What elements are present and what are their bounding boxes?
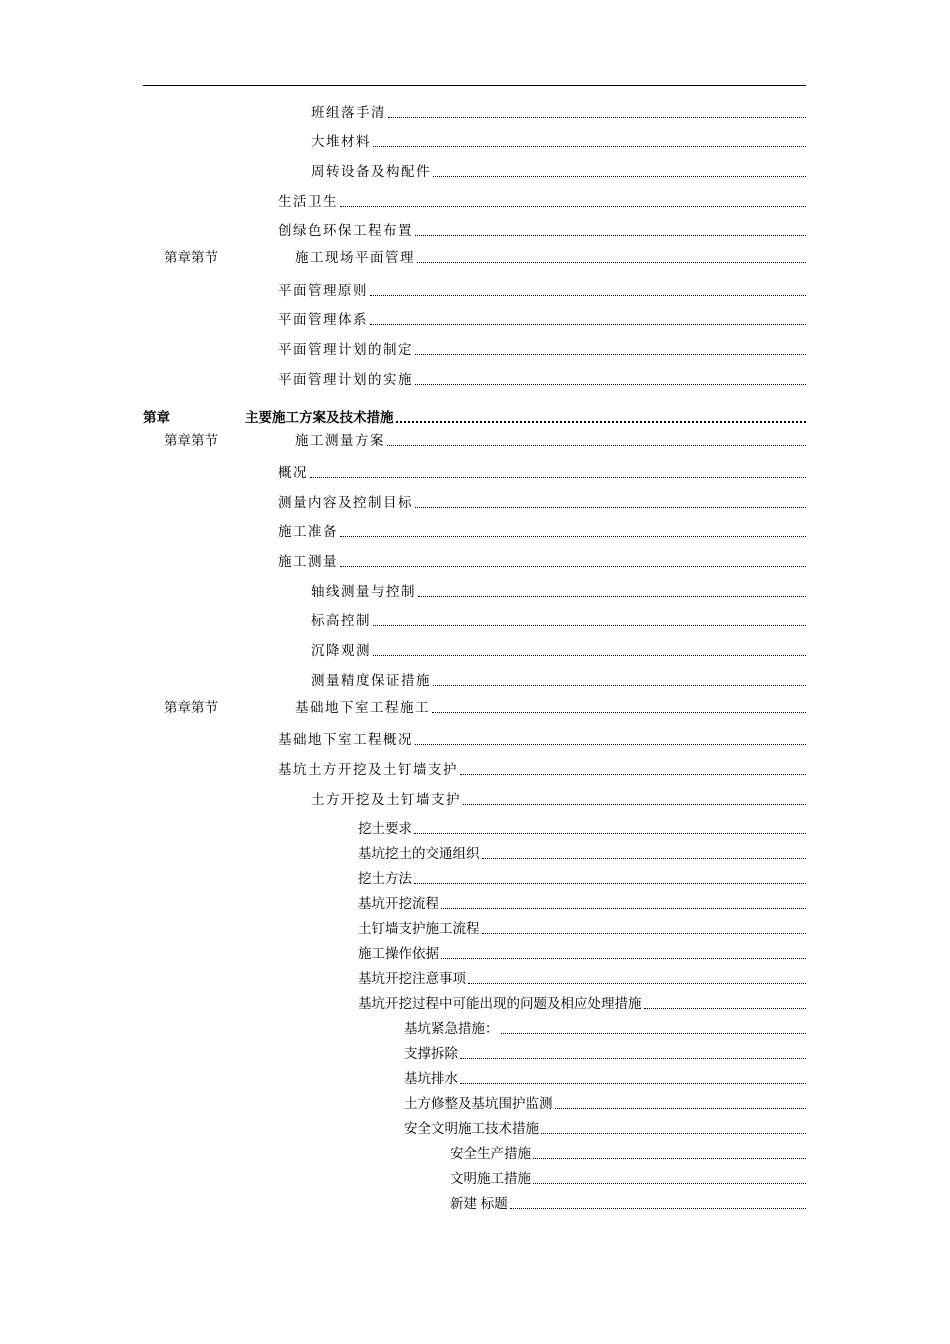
toc-entry[interactable] (278, 341, 806, 359)
toc-entry[interactable] (450, 1195, 806, 1213)
toc-dot-leader (415, 384, 806, 385)
toc-entry-title: 平面管理体系 (278, 312, 368, 328)
toc-row[interactable] (0, 642, 950, 660)
toc-entry[interactable] (358, 945, 806, 963)
toc-dot-leader (468, 983, 806, 984)
toc-entry-title: 挖土要求 (358, 821, 412, 836)
toc-entry-title: 挖土方法 (358, 871, 412, 886)
toc-row[interactable] (0, 1120, 950, 1138)
toc-dot-leader (482, 858, 807, 859)
toc-entry-title: 平面管理计划的制定 (278, 342, 413, 358)
toc-dot-leader (441, 958, 806, 959)
toc-row[interactable] (0, 282, 950, 300)
toc-dot-leader (373, 625, 806, 626)
toc-dot-leader (433, 176, 806, 177)
toc-dot-leader (373, 146, 806, 147)
toc-entry[interactable] (278, 282, 806, 300)
toc-chapter-label: 第章第节 (164, 433, 218, 449)
toc-entry-title: 平面管理计划的实施 (278, 372, 413, 388)
toc-entry[interactable] (278, 761, 806, 779)
toc-entry[interactable] (404, 1095, 806, 1113)
toc-entry-title: 土方开挖及土钉墙支护 (311, 792, 461, 808)
toc-entry[interactable] (311, 583, 806, 601)
toc-entry[interactable] (278, 553, 806, 571)
toc-dot-leader (555, 1108, 807, 1109)
toc-entry[interactable] (278, 494, 806, 512)
toc-entry[interactable] (404, 1020, 806, 1038)
toc-entry[interactable] (404, 1045, 806, 1063)
toc-entry[interactable] (358, 845, 806, 863)
toc-row[interactable] (0, 1020, 950, 1038)
toc-row[interactable] (0, 1045, 950, 1063)
toc-row[interactable] (0, 945, 950, 963)
toc-row[interactable] (0, 341, 950, 359)
toc-entry-title: 班组落手清 (311, 105, 386, 121)
toc-entry-title: 支撑拆除 (404, 1046, 458, 1061)
toc-row[interactable] (0, 432, 950, 450)
toc-row[interactable] (0, 1145, 950, 1163)
toc-dot-leader (460, 774, 806, 775)
toc-row[interactable] (0, 409, 950, 427)
toc-entry-title: 测量内容及控制目标 (278, 495, 413, 511)
toc-entry[interactable] (295, 432, 806, 450)
toc-entry-title: 概况 (278, 465, 308, 481)
toc-entry[interactable] (311, 791, 806, 809)
toc-row[interactable] (0, 612, 950, 630)
toc-entry-title: 周转设备及构配件 (311, 164, 431, 180)
toc-entry[interactable] (245, 409, 806, 427)
toc-dot-leader (415, 354, 806, 355)
toc-entry-title: 沉降观测 (311, 643, 371, 659)
toc-row[interactable] (0, 1195, 950, 1213)
toc-entry[interactable] (358, 820, 806, 838)
toc-row[interactable] (0, 249, 950, 267)
toc-dot-leader (340, 536, 806, 537)
toc-dot-leader (414, 883, 806, 884)
toc-row[interactable] (0, 1095, 950, 1113)
toc-dot-leader (533, 1158, 806, 1159)
toc-entry-title: 新建 标题 (450, 1196, 508, 1211)
toc-dot-leader (441, 908, 806, 909)
toc-row[interactable] (0, 791, 950, 809)
toc-dot-leader (415, 744, 806, 745)
toc-entry[interactable] (450, 1170, 806, 1188)
toc-row[interactable] (0, 672, 950, 690)
toc-dot-leader (310, 477, 806, 478)
toc-row[interactable] (0, 761, 950, 779)
toc-row[interactable] (0, 845, 950, 863)
toc-entry[interactable] (358, 920, 806, 938)
toc-entry[interactable] (358, 895, 806, 913)
toc-chapter-label: 第章 (143, 410, 170, 425)
toc-dot-leader (482, 933, 807, 934)
toc-dot-leader (387, 445, 806, 446)
toc-row[interactable] (0, 553, 950, 571)
toc-entry[interactable] (311, 642, 806, 660)
toc-row[interactable] (0, 731, 950, 749)
toc-entry[interactable] (311, 612, 806, 630)
toc-dot-leader (463, 804, 806, 805)
toc-entry-title: 施工测量 (278, 554, 338, 570)
toc-dot-leader (340, 566, 806, 567)
toc-dot-leader (433, 685, 806, 686)
toc-entry-title: 安全生产措施 (450, 1146, 531, 1161)
toc-dot-leader (370, 324, 806, 325)
toc-entry[interactable] (450, 1145, 806, 1163)
toc-row[interactable] (0, 494, 950, 512)
toc-chapter-label: 第章第节 (164, 700, 218, 716)
toc-entry[interactable] (278, 311, 806, 329)
toc-row[interactable] (0, 895, 950, 913)
toc-entry[interactable] (358, 995, 806, 1013)
toc-dot-leader (370, 295, 806, 296)
toc-dot-leader (340, 206, 806, 207)
toc-entry[interactable] (311, 133, 806, 151)
toc-entry[interactable] (311, 163, 806, 181)
toc-row[interactable] (0, 464, 950, 482)
toc-entry-title: 施工现场平面管理 (295, 250, 415, 266)
toc-dot-leader (432, 712, 806, 713)
toc-dot-leader (417, 262, 806, 263)
toc-dot-leader (415, 235, 806, 236)
toc-entry[interactable] (404, 1120, 806, 1138)
toc-entry-title: 基础地下室工程施工 (295, 700, 430, 716)
toc-row[interactable] (0, 699, 950, 717)
toc-entry-title: 基坑开挖流程 (358, 896, 439, 911)
toc-entry-title: 主要施工方案及技术措施 (245, 410, 394, 425)
toc-entry-title: 轴线测量与控制 (311, 584, 416, 600)
toc-row[interactable] (0, 970, 950, 988)
toc-dot-leader (388, 117, 806, 118)
toc-dot-leader (460, 1058, 806, 1059)
toc-entry-title: 土钉墙支护施工流程 (358, 921, 480, 936)
toc-row[interactable] (0, 920, 950, 938)
toc-entry[interactable] (278, 193, 806, 211)
toc-entry-title: 基坑挖土的交通组织 (358, 846, 480, 861)
toc-entry[interactable] (404, 1070, 806, 1088)
toc-entry[interactable] (278, 731, 806, 749)
toc-dot-leader (373, 655, 806, 656)
toc-entry-title: 大堆材料 (311, 134, 371, 150)
toc-entry[interactable] (295, 699, 806, 717)
toc-row[interactable] (0, 995, 950, 1013)
toc-entry-title: 土方修整及基坑围护监测 (404, 1096, 553, 1111)
toc-row[interactable] (0, 523, 950, 541)
toc-row[interactable] (0, 1170, 950, 1188)
toc-entry[interactable] (295, 249, 806, 267)
toc-dot-leader (414, 833, 806, 834)
toc-entry-title: 标高控制 (311, 613, 371, 629)
toc-entry[interactable] (278, 222, 806, 240)
toc-entry[interactable] (311, 104, 806, 122)
toc-entry-title: 基坑土方开挖及土钉墙支护 (278, 762, 458, 778)
toc-chapter-label: 第章第节 (164, 250, 218, 266)
toc-dot-leader (510, 1208, 806, 1209)
toc-row[interactable] (0, 311, 950, 329)
toc-entry-title: 测量精度保证措施 (311, 673, 431, 689)
toc-dot-leader (644, 1008, 807, 1009)
toc-entry[interactable] (358, 870, 806, 888)
toc-row[interactable] (0, 1070, 950, 1088)
toc-entry-title: 安全文明施工技术措施 (404, 1121, 539, 1136)
toc-entry-title: 基坑排水 (404, 1071, 458, 1086)
toc-row[interactable] (0, 133, 950, 151)
toc-dot-leader (415, 507, 806, 508)
toc-entry-title: 施工操作依据 (358, 946, 439, 961)
toc-row[interactable] (0, 870, 950, 888)
toc-entry-title: 基坑开挖注意事项 (358, 971, 466, 986)
toc-entry-title: 文明施工措施 (450, 1171, 531, 1186)
toc-dot-leader (541, 1133, 806, 1134)
toc-dot-leader (460, 1083, 806, 1084)
toc-row[interactable] (0, 104, 950, 122)
toc-row[interactable] (0, 163, 950, 181)
toc-entry[interactable] (358, 970, 806, 988)
toc-row[interactable] (0, 222, 950, 240)
toc-row[interactable] (0, 583, 950, 601)
toc-dot-leader (396, 421, 807, 423)
toc-entry[interactable] (311, 672, 806, 690)
toc-entry[interactable] (278, 464, 806, 482)
toc-entry-title: 创绿色环保工程布置 (278, 223, 413, 239)
toc-entry-title: 施工准备 (278, 524, 338, 540)
toc-entry[interactable] (278, 371, 806, 389)
toc-entry-title: 基坑紧急措施： (404, 1021, 499, 1036)
toc-dot-leader (418, 596, 806, 597)
toc-entry-title: 生活卫生 (278, 194, 338, 210)
toc-row[interactable] (0, 193, 950, 211)
toc-entry-title: 基础地下室工程概况 (278, 732, 413, 748)
toc-entry[interactable] (278, 523, 806, 541)
toc-row[interactable] (0, 371, 950, 389)
toc-entry-title: 施工测量方案 (295, 433, 385, 449)
toc-row[interactable] (0, 820, 950, 838)
toc-entry-title: 平面管理原则 (278, 283, 368, 299)
toc-dot-leader (533, 1183, 806, 1184)
toc-dot-leader (501, 1033, 807, 1034)
toc-entry-title: 基坑开挖过程中可能出现的问题及相应处理措施 (358, 996, 642, 1011)
